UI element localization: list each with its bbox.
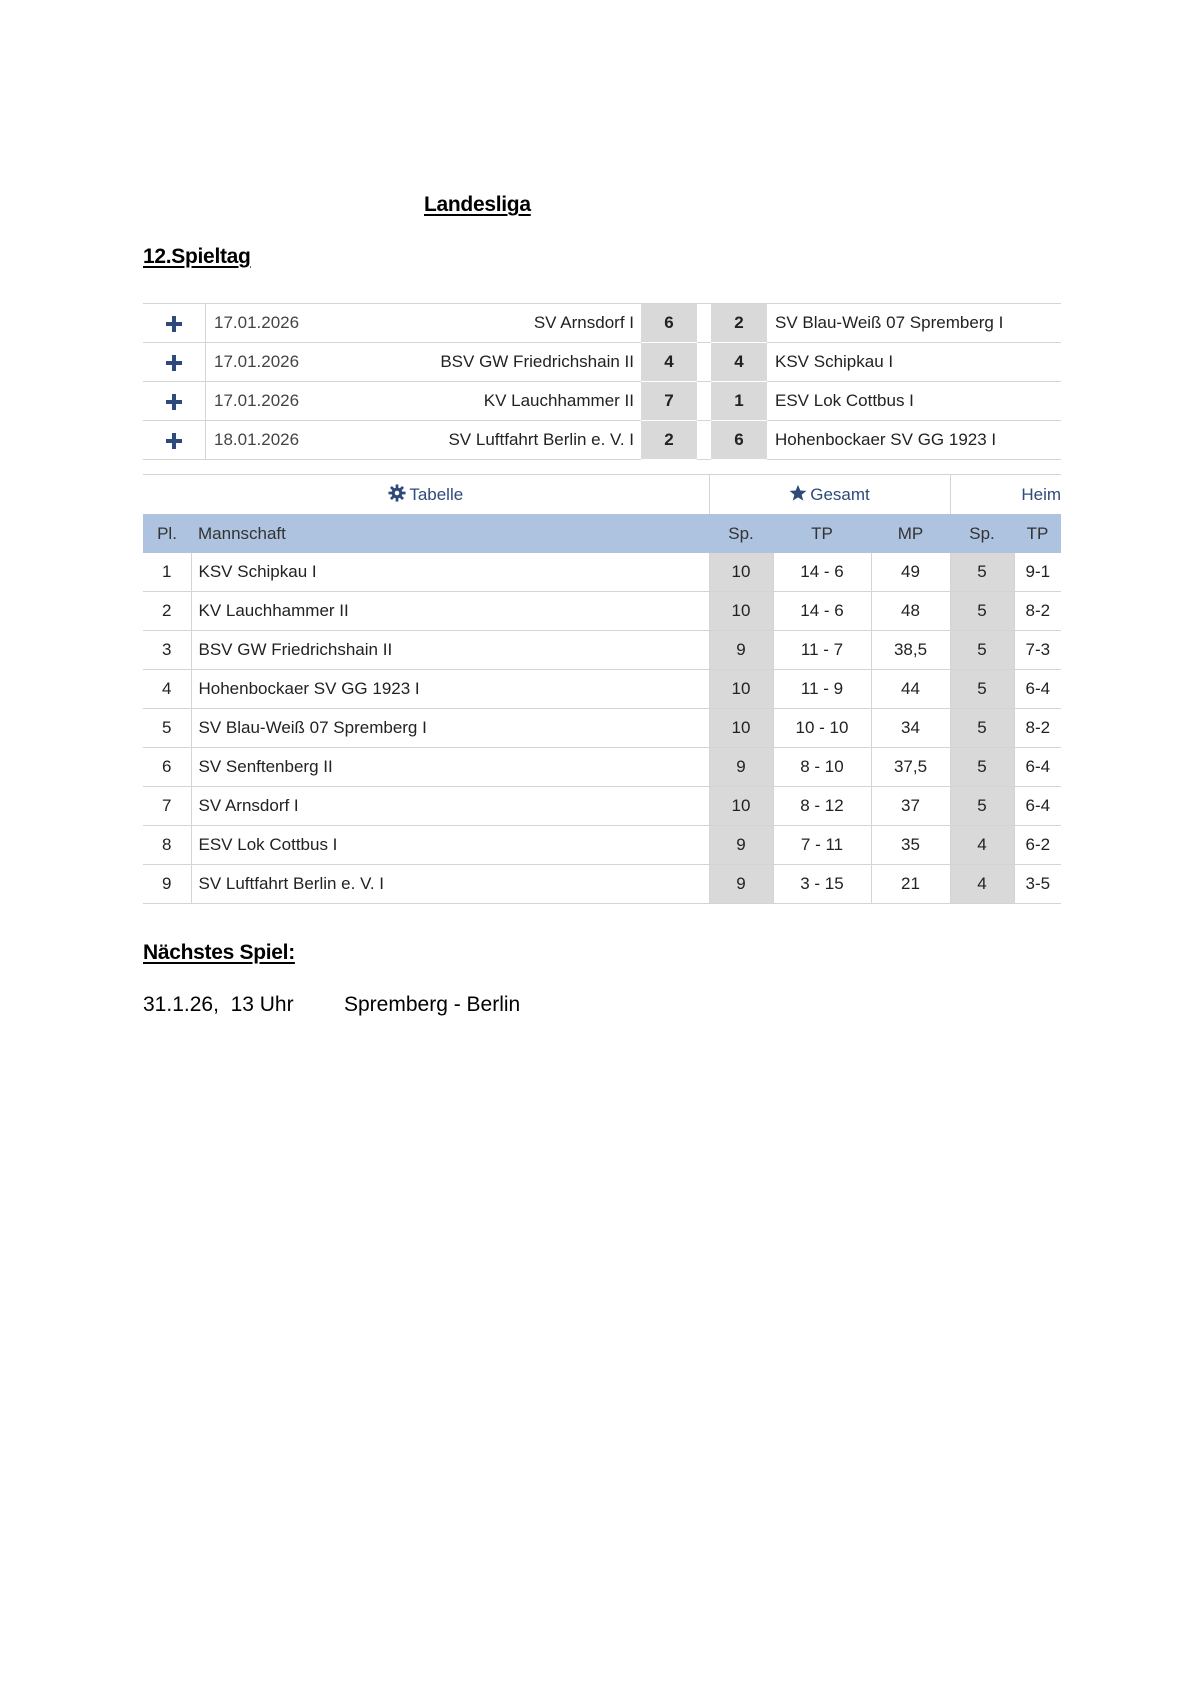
standings-place: 2 (143, 592, 191, 631)
result-away-team[interactable]: ESV Lok Cottbus I (767, 382, 1061, 421)
standings-team[interactable]: SV Arnsdorf I (191, 787, 709, 826)
plus-icon (166, 394, 182, 410)
standings-home-team-points: 6-4 (1014, 748, 1061, 787)
standings-row (143, 787, 1061, 826)
col-header-team[interactable]: Mannschaft (191, 514, 709, 553)
standings-match-points: 35 (871, 826, 950, 865)
standings-table (143, 474, 1061, 904)
standings-home-team-points: 8-2 (1014, 709, 1061, 748)
standings-home-games: 5 (950, 670, 1014, 709)
standings-home-games: 4 (950, 865, 1014, 904)
standings-place: 4 (143, 670, 191, 709)
expand-button[interactable] (143, 304, 206, 343)
result-date: 17.01.2026 (206, 343, 335, 382)
standings-home-games: 4 (950, 826, 1014, 865)
standings-games: 10 (709, 709, 773, 748)
gear-icon (388, 484, 406, 502)
score-separator (697, 421, 711, 460)
standings-games: 9 (709, 631, 773, 670)
result-away-score: 6 (711, 421, 767, 460)
result-date: 18.01.2026 (206, 421, 335, 460)
tab-gesamt-label: Gesamt (810, 485, 870, 504)
standings-team-points: 7 - 11 (773, 826, 871, 865)
results-table (143, 303, 1061, 460)
result-row (143, 343, 1061, 382)
plus-icon (166, 316, 182, 332)
standings-games: 9 (709, 865, 773, 904)
expand-button[interactable] (143, 343, 206, 382)
standings-place: 5 (143, 709, 191, 748)
standings-team[interactable]: ESV Lok Cottbus I (191, 826, 709, 865)
standings-match-points: 44 (871, 670, 950, 709)
standings-games: 9 (709, 748, 773, 787)
standings-match-points: 48 (871, 592, 950, 631)
score-separator (697, 304, 711, 343)
standings-match-points: 37,5 (871, 748, 950, 787)
result-row (143, 304, 1061, 343)
col-header-home-tp[interactable]: TP (1014, 514, 1061, 553)
standings-match-points: 34 (871, 709, 950, 748)
tab-heim[interactable]: Heim (950, 475, 1061, 515)
plus-icon (166, 433, 182, 449)
standings-team[interactable]: KSV Schipkau I (191, 553, 709, 592)
standings-place: 9 (143, 865, 191, 904)
standings-group-header (143, 475, 1061, 515)
standings-row (143, 631, 1061, 670)
standings-row (143, 748, 1061, 787)
standings-team-points: 11 - 7 (773, 631, 871, 670)
standings-home-games: 5 (950, 709, 1014, 748)
col-header-home-sp[interactable]: Sp. (950, 514, 1014, 553)
round-title: 12.Spieltag (143, 245, 251, 268)
standings-match-points: 21 (871, 865, 950, 904)
col-header-tp[interactable]: TP (773, 514, 871, 553)
tab-gesamt[interactable] (709, 475, 950, 515)
result-row (143, 382, 1061, 421)
standings-games: 10 (709, 592, 773, 631)
standings-team-points: 14 - 6 (773, 553, 871, 592)
standings-home-games: 5 (950, 553, 1014, 592)
standings-home-games: 5 (950, 787, 1014, 826)
next-game-date: 31.1.26, 13 Uhr (143, 993, 294, 1016)
standings-home-team-points: 6-4 (1014, 787, 1061, 826)
standings-home-games: 5 (950, 592, 1014, 631)
standings-home-team-points: 6-2 (1014, 826, 1061, 865)
result-away-score: 4 (711, 343, 767, 382)
result-home-team[interactable]: BSV GW Friedrichshain II (334, 343, 641, 382)
result-home-score: 2 (641, 421, 697, 460)
standings-team-points: 8 - 12 (773, 787, 871, 826)
standings-games: 9 (709, 826, 773, 865)
result-away-team[interactable]: KSV Schipkau I (767, 343, 1061, 382)
result-away-score: 2 (711, 304, 767, 343)
result-row (143, 421, 1061, 460)
result-home-team[interactable]: SV Arnsdorf I (334, 304, 641, 343)
standings-match-points: 38,5 (871, 631, 950, 670)
next-game-label: Nächstes Spiel: (143, 941, 295, 964)
page-title: Landesliga (424, 193, 531, 216)
standings-row (143, 865, 1061, 904)
standings-home-games: 5 (950, 748, 1014, 787)
standings-team-points: 14 - 6 (773, 592, 871, 631)
result-away-score: 1 (711, 382, 767, 421)
star-icon (789, 484, 807, 502)
standings-place: 8 (143, 826, 191, 865)
result-home-score: 6 (641, 304, 697, 343)
standings-place: 7 (143, 787, 191, 826)
standings-team-points: 3 - 15 (773, 865, 871, 904)
tab-tabelle[interactable] (143, 475, 709, 515)
standings-home-games: 5 (950, 631, 1014, 670)
standings-games: 10 (709, 670, 773, 709)
standings-home-team-points: 7-3 (1014, 631, 1061, 670)
result-date: 17.01.2026 (206, 382, 335, 421)
standings-team[interactable]: BSV GW Friedrichshain II (191, 631, 709, 670)
col-header-pl[interactable]: Pl. (143, 514, 191, 553)
standings-row (143, 709, 1061, 748)
expand-button[interactable] (143, 382, 206, 421)
result-home-score: 4 (641, 343, 697, 382)
standings-team-points: 10 - 10 (773, 709, 871, 748)
standings-home-team-points: 6-4 (1014, 670, 1061, 709)
tab-tabelle-label: Tabelle (409, 485, 464, 504)
col-header-mp[interactable]: MP (871, 514, 950, 553)
standings-column-header (143, 514, 1061, 553)
result-home-score: 7 (641, 382, 697, 421)
result-home-team[interactable]: SV Luftfahrt Berlin e. V. I (334, 421, 641, 460)
standings-row (143, 592, 1061, 631)
standings-team-points: 11 - 9 (773, 670, 871, 709)
standings-match-points: 49 (871, 553, 950, 592)
result-away-team[interactable]: SV Blau-Weiß 07 Spremberg I (767, 304, 1061, 343)
standings-games: 10 (709, 553, 773, 592)
result-home-team[interactable]: KV Lauchhammer II (334, 382, 641, 421)
standings-team[interactable]: SV Luftfahrt Berlin e. V. I (191, 865, 709, 904)
standings-home-team-points: 3-5 (1014, 865, 1061, 904)
standings-place: 6 (143, 748, 191, 787)
score-separator (697, 343, 711, 382)
result-date: 17.01.2026 (206, 304, 335, 343)
standings-row (143, 553, 1061, 592)
standings-home-team-points: 9-1 (1014, 553, 1061, 592)
standings-team[interactable]: SV Senftenberg II (191, 748, 709, 787)
standings-match-points: 37 (871, 787, 950, 826)
standings-row (143, 826, 1061, 865)
result-away-team[interactable]: Hohenbockaer SV GG 1923 I (767, 421, 1061, 460)
standings-home-team-points: 8-2 (1014, 592, 1061, 631)
score-separator (697, 382, 711, 421)
standings-team[interactable]: Hohenbockaer SV GG 1923 I (191, 670, 709, 709)
plus-icon (166, 355, 182, 371)
standings-place: 3 (143, 631, 191, 670)
expand-button[interactable] (143, 421, 206, 460)
col-header-sp[interactable]: Sp. (709, 514, 773, 553)
next-game-match: Spremberg - Berlin (344, 993, 521, 1016)
standings-row (143, 670, 1061, 709)
standings-team[interactable]: SV Blau-Weiß 07 Spremberg I (191, 709, 709, 748)
standings-team[interactable]: KV Lauchhammer II (191, 592, 709, 631)
standings-team-points: 8 - 10 (773, 748, 871, 787)
standings-games: 10 (709, 787, 773, 826)
standings-place: 1 (143, 553, 191, 592)
